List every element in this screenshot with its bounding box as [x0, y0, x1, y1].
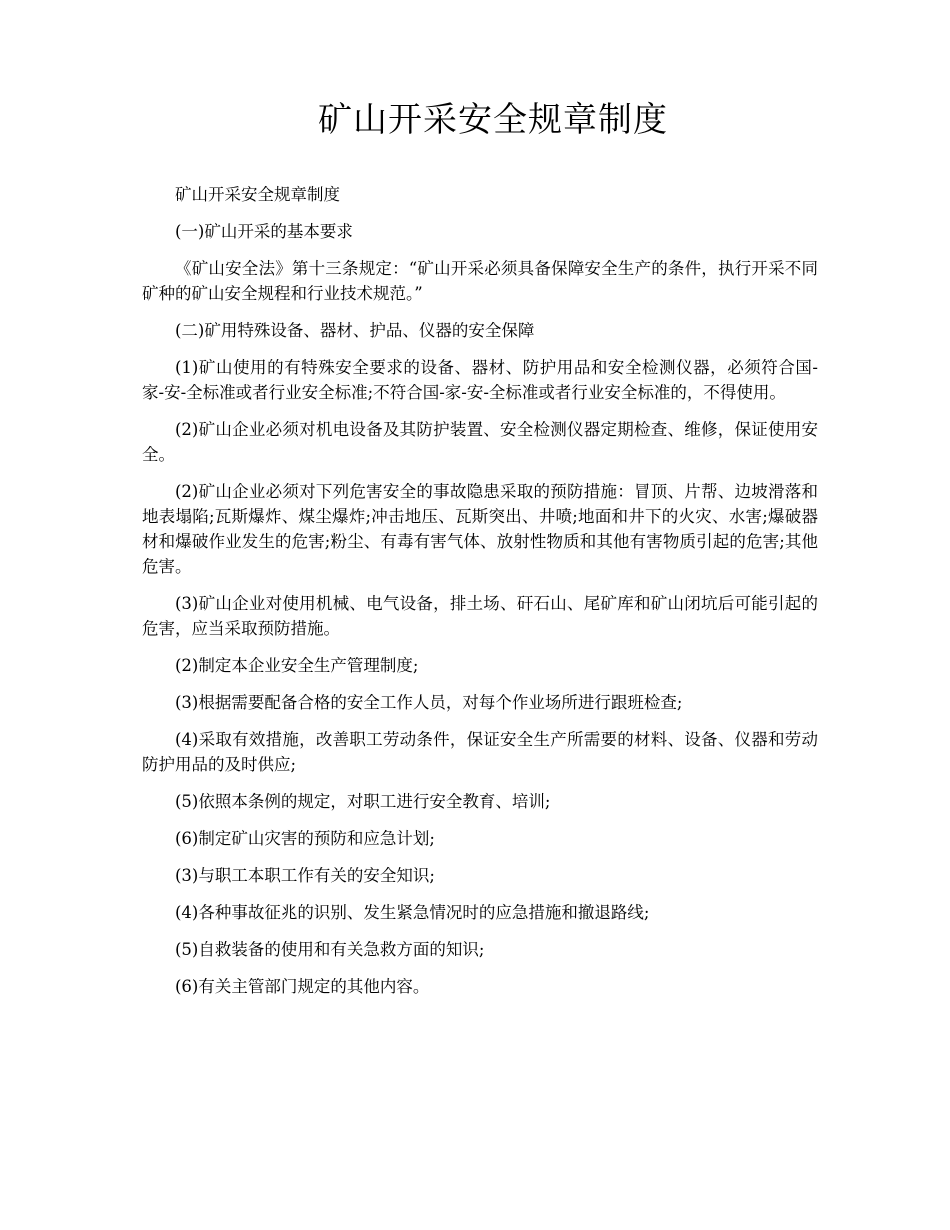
paragraph-item: (2)矿山企业必须对机电设备及其防护装置、安全检测仪器定期检查、维修，保证使用安全。	[142, 420, 818, 464]
paragraph-item: (3)矿山企业对使用机械、电气设备，排土场、矸石山、尾矿库和矿山闭坑后可能引起的危害，应当采取预防措施。	[142, 594, 818, 638]
paragraph-item: (2)制定本企业安全生产管理制度;	[175, 656, 419, 675]
paragraph-item: (4)采取有效措施，改善职工劳动条件，保证安全生产所需要的材料、设备、仪器和劳动防护用品的及时供应;	[142, 730, 818, 774]
paragraph-item: (1)矿山使用的有特殊安全要求的设备、器材、防护用品和安全检测仪器，必须符合国-家-安-全标准或者行业安全标准;不符合国-家-安-全标准或者行业安全标准的，不得使用。	[142, 358, 818, 402]
paragraph-item: (6)制定矿山灾害的预防和应急计划;	[175, 829, 435, 848]
paragraph-item: (5)自救装备的使用和有关急救方面的知识;	[175, 940, 485, 959]
paragraph-item: (2)矿山企业必须对下列危害安全的事故隐患采取的预防措施：冒顶、片帮、边坡滑落和地表塌陷;瓦斯爆炸、煤尘爆炸;冲击地压、瓦斯突出、井喷;地面和井下的火灾、水害;爆破器材和爆破作业发生的危害;粉尘、有毒有害气体、放射性物质和其他有害物质引起的危害;其他危害。	[142, 482, 818, 576]
document-title: 矿山开采安全规章制度	[318, 100, 668, 140]
document-body	[142, 182, 818, 1011]
paragraph-law-quote: 《矿山安全法》第十三条规定：“矿山开采必须具备保障安全生产的条件，执行开采不同矿种的矿山安全规程和行业技术规范。”	[142, 259, 818, 303]
paragraph-item: (3)与职工本职工作有关的安全知识;	[175, 866, 435, 885]
paragraph-section-1: (一)矿山开采的基本要求	[175, 222, 353, 241]
paragraph-section-2: (二)矿用特殊设备、器材、护品、仪器的安全保障	[175, 321, 535, 340]
paragraph-item: (3)根据需要配备合格的安全工作人员，对每个作业场所进行跟班检查;	[175, 693, 683, 712]
paragraph-item: (4)各种事故征兆的识别、发生紧急情况时的应急措施和撤退路线;	[175, 903, 650, 922]
paragraph-heading: 矿山开采安全规章制度	[175, 185, 340, 204]
paragraph-item: (6)有关主管部门规定的其他内容。	[175, 977, 430, 996]
paragraph-item: (5)依照本条例的规定，对职工进行安全教育、培训;	[175, 792, 551, 811]
